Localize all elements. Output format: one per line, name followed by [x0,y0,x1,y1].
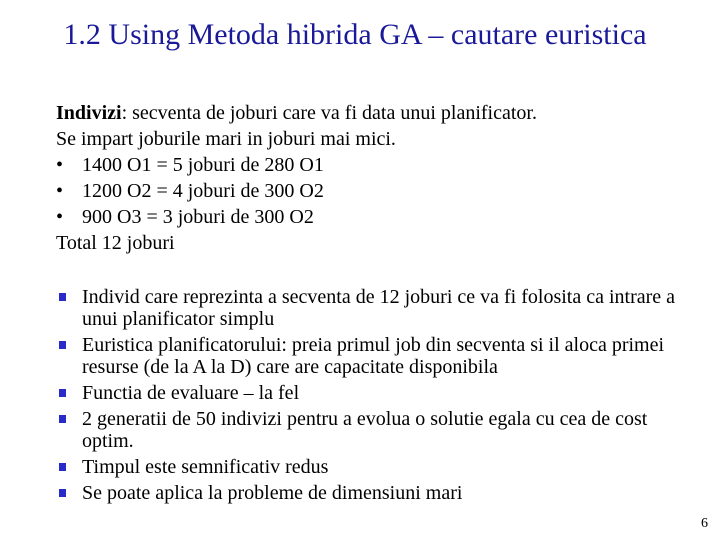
slide-title: 1.2 Using Metoda hibrida GA – cautare euristica [63,18,647,51]
list-item: Functia de evaluare – la fel [56,382,676,404]
square-bullet-icon [59,415,66,423]
list-item: Euristica planificatorului: preia primul job din secventa si il aloca primei resurse (de la A la D) care are capacitate disponibila [56,334,676,378]
square-bullet-icon [59,293,66,301]
square-bullet-icon [59,463,66,471]
square-bullet-icon [59,341,66,349]
job-split-item: • 900 O3 = 3 joburi de 300 O2 [56,206,314,228]
total-line: Total 12 joburi [56,232,175,254]
list-item: 2 generatii de 50 indivizi pentru a evolua o solutie egala cu cea de cost optim. [56,408,676,452]
list-item: Se poate aplica la probleme de dimensiuni mari [56,482,676,504]
points-list [56,286,676,508]
intro-block [56,100,696,256]
list-item: Individ care reprezinta a secventa de 12 joburi ce va fi folosita ca intrare a unui planificator simplu [56,286,676,330]
intro-line-2: Se impart joburile mari in joburi mai mici. [56,128,396,150]
square-bullet-icon [59,489,66,497]
square-bullet-icon [59,389,66,397]
intro-term: Indivizi [56,102,122,124]
bullet-dot-icon: • [56,180,64,202]
intro-definition: : secventa de joburi care va fi data unui planificator. [121,102,537,124]
bullet-dot-icon: • [56,154,64,176]
list-item: Timpul este semnificativ redus [56,456,676,478]
job-split-item: • 1200 O2 = 4 joburi de 300 O2 [56,180,324,202]
job-split-item: • 1400 O1 = 5 joburi de 280 O1 [56,154,324,176]
bullet-dot-icon: • [56,206,64,228]
intro-line [56,100,696,126]
page-number: 6 [701,516,708,531]
